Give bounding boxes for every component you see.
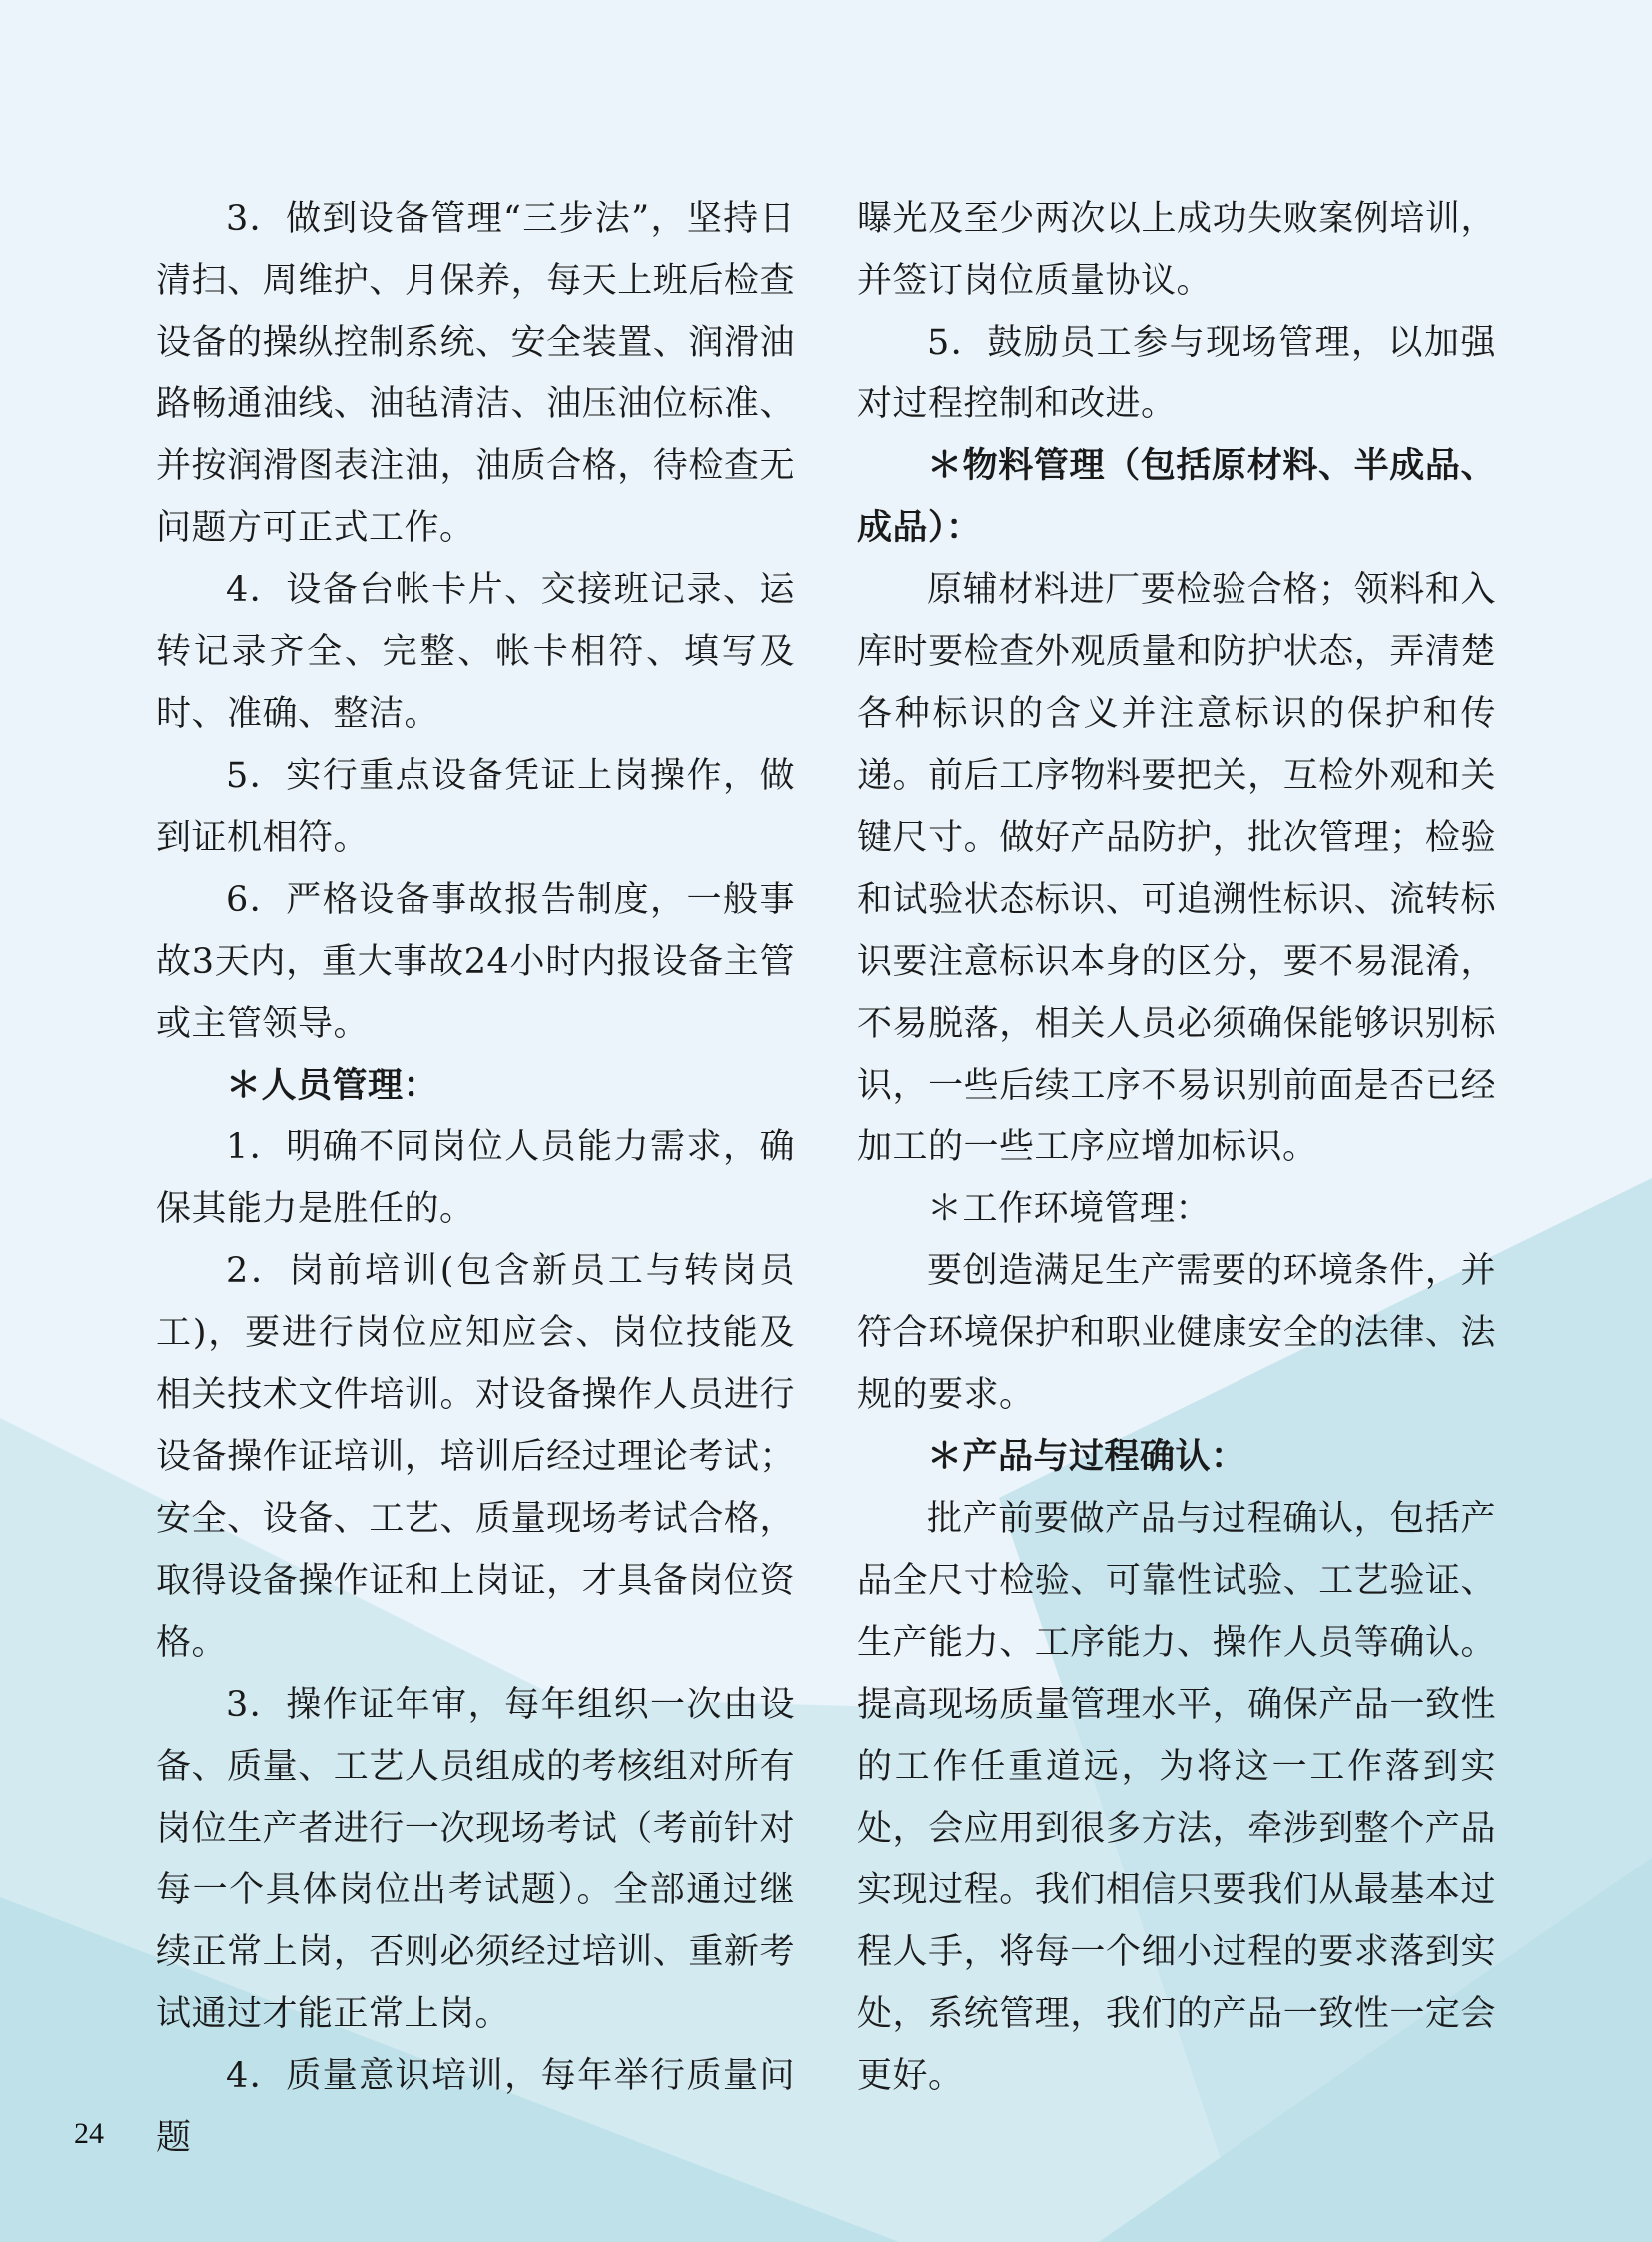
paragraph-material-inspection: 原辅材料进厂要检验合格；领料和入库时要检查外观质量和防护状态，弄清楚各种标识的含义并注意标识的保护和传递。前后工序物料要把关，互检外观和关键尺寸。做好产品防护，批次管理；检验和试验状态标识、可追溯性标识、流转标识要注意标识本身的区分，要不易混淆，不易脱落，相关人员必须确保能够识别标识，一些后续工序不易识别前面是否已经加工的一些工序应增加标识。 xyxy=(857,570,1496,1167)
paragraph-certified-operation: 5．实行重点设备凭证上岗操作，做到证机相符。 xyxy=(156,756,795,858)
paragraph-quality-awareness-continued: 曝光及至少两次以上成功失败案例培训，并签订岗位质量协议。 xyxy=(857,199,1496,301)
paragraph-accident-reporting: 6．严格设备事故报告制度，一般事故3天内，重大事故24小时内报设备主管或主管领导。 xyxy=(156,880,795,1044)
right-column xyxy=(857,188,1496,2107)
paragraph-equipment-three-step: 3．做到设备管理“三步法”，坚持日清扫、周维护、月保养，每天上班后检查设备的操纵控制系统、安全装置、润滑油路畅通油线、油毡清洁、油压油位标准、并按润滑图表注油，油质合格，待检查无问题方可正式工作。 xyxy=(156,199,795,548)
section-heading-work-environment: ＊工作环境管理： xyxy=(927,1189,1212,1229)
paragraph-pre-job-training: 2．岗前培训(包含新员工与转岗员工)，要进行岗位应知应会、岗位技能及相关技术文件培训。对设备操作人员进行设备操作证培训，培训后经过理论考试；安全、设备、工艺、质量现场考试合格，取得设备操作证和上岗证，才具备岗位资格。 xyxy=(156,1251,795,1663)
paragraph-quality-awareness: 4．质量意识培训，每年举行质量问题 xyxy=(156,2056,795,2158)
paragraph-environment-requirements: 要创造满足生产需要的环境条件，并符合环境保护和职业健康安全的法律、法规的要求。 xyxy=(857,1251,1496,1415)
paragraph-competency: 1．明确不同岗位人员能力需求，确保其能力是胜任的。 xyxy=(156,1127,795,1229)
page-number: 24 xyxy=(74,2117,104,2150)
paragraph-product-process-confirmation: 批产前要做产品与过程确认，包括产品全尺寸检验、可靠性试验、工艺验证、生产能力、工序能力、操作人员等确认。 提高现场质量管理水平，确保产品一致性的工作任重道远，为将这一工作落到实处，会应用到很多方法，牵涉到整个产品实现过程。我们相信只要我们从最基本过程人手，将每一个细小过程的要求落到实处，系统管理，我们的产品一致性一定会更好。 xyxy=(857,1499,1496,2096)
left-column xyxy=(156,188,795,2169)
paragraph-annual-review: 3．操作证年审，每年组织一次由设备、质量、工艺人员组成的考核组对所有岗位生产者进行一次现场考试（考前针对每一个具体岗位出考试题）。全部通过继续正常上岗，否则必须经过培训、重新考试通过才能正常上岗。 xyxy=(156,1685,795,2034)
section-heading-materials: ＊物料管理（包括原材料、半成品、成品）： xyxy=(857,445,1496,548)
section-heading-product-process: ＊产品与过程确认： xyxy=(927,1436,1246,1477)
paragraph-equipment-records: 4．设备台帐卡片、交接班记录、运转记录齐全、完整、帐卡相符、填写及时、准确、整洁。 xyxy=(156,570,795,734)
section-heading-personnel: ＊人员管理： xyxy=(226,1065,439,1106)
paragraph-employee-participation: 5．鼓励员工参与现场管理，以加强对过程控制和改进。 xyxy=(857,323,1496,424)
